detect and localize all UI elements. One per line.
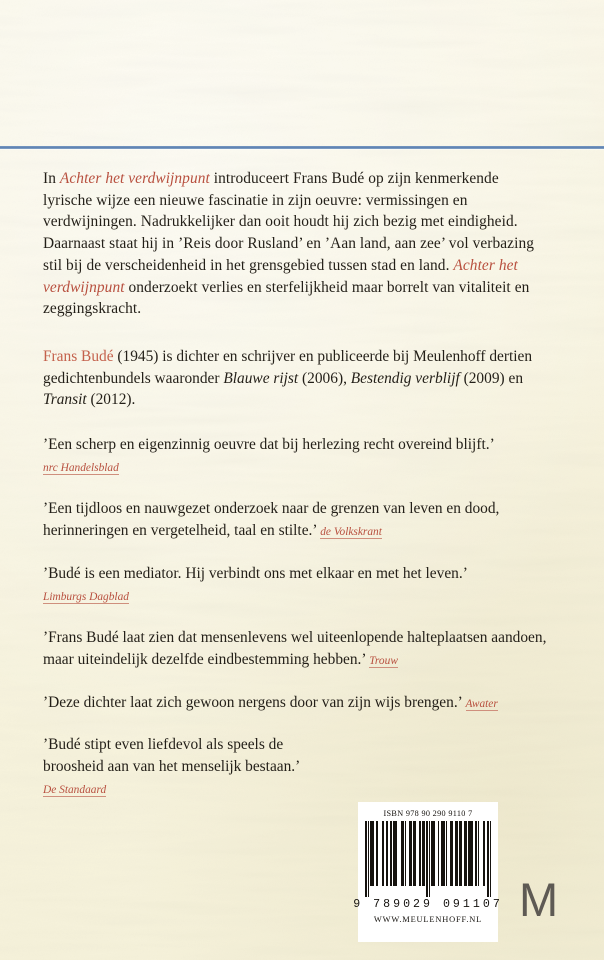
quote-source: nrc Handelsblad (43, 461, 119, 474)
quote-text: ’Budé is een mediator. Hij verbindt ons met elkaar en met het leven.’ (43, 564, 467, 582)
press-quote (43, 692, 548, 716)
publisher-website: WWW.MEULENHOFF.NL (373, 915, 483, 924)
press-quote (43, 498, 548, 543)
blurb-part-3: onderzoekt verlies en sterfelijkheid maar borrelt van vitaliteit en zeggingskracht. (43, 278, 530, 318)
bio-text-4: (2012). (86, 391, 136, 409)
barcode-digits: 9 789029 091107 (353, 898, 503, 911)
cover-text-column (43, 168, 548, 801)
blurb-part-2: introduceert Frans Budé op zijn kenmerkende lyrische wijze een nieuwe fascinatie in zijn oeuvre: vermissingen en verdwijningen. Nadrukkelijker dan ooit houdt hij zich bezig met eindigheid. Daarnaast staat hij in ’Reis door Rusland’ en ’Aan land, aan zee’ vol verbazing stil bij de verscheidenheid in het grensgebied tussen stad en land. (43, 170, 534, 274)
isbn-label: ISBN 978 90 290 9110 7 (383, 809, 473, 818)
author-bio (43, 346, 548, 411)
quote-text: ’Budé stipt even liefdevol als speels de broosheid aan van het menselijk bestaan.’ (43, 736, 301, 776)
publisher-logo: M (519, 873, 558, 926)
press-quote (43, 734, 343, 801)
quote-source: Awater (465, 697, 498, 710)
quote-source: De Standaard (43, 783, 107, 796)
press-quotes-list (43, 434, 548, 801)
quote-text: ’Een tijdloos en nauwgezet onderzoek naar de grenzen van leven en dood, herinneringen en vergetelheid, taal en stilte.’ (43, 500, 500, 540)
bio-work-3: Transit (43, 391, 87, 409)
bio-text-2: (2006), (298, 369, 351, 387)
quote-source: Limburgs Dagblad (43, 590, 129, 603)
barcode-block (353, 802, 503, 942)
book-title-mention-2: Achter het verdwijnpunt (43, 256, 518, 296)
press-quote (43, 563, 548, 608)
quote-text: ’Een scherp en eigenzinnig oeuvre dat bij herlezing recht overeind blijft.’ (43, 436, 494, 454)
quote-source: de Volkskrant (320, 526, 382, 539)
quote-text: ’Frans Budé laat zien dat mensenlevens wel uiteenlopende halteplaatsen aandoen, maar uiteindelijk dezelfde eindbestemming hebben.’ (43, 629, 547, 668)
bio-work-1: Blauwe rijst (223, 369, 299, 387)
press-quote (43, 434, 548, 479)
book-title-mention-1: Achter het verdwijnpunt (59, 170, 210, 187)
bio-text-1: (1945) is dichter en schrijver en publiceerde bij Meulenhoff dertien gedichtenbundels waaronder (43, 347, 533, 387)
author-name: Frans Budé (43, 347, 114, 365)
bio-work-2: Bestendig verblijf (350, 369, 460, 387)
quote-text: ’Deze dichter laat zich gewoon nergens door van zijn wijs brengen.’ (43, 693, 466, 711)
press-quote (43, 627, 548, 672)
quote-source: Trouw (369, 654, 398, 667)
blurb-part-1: In (43, 170, 60, 187)
ean13-barcode (365, 821, 491, 897)
blue-divider-rule (0, 146, 604, 149)
book-blurb (43, 168, 548, 320)
bio-text-3: (2009) en (459, 369, 524, 387)
